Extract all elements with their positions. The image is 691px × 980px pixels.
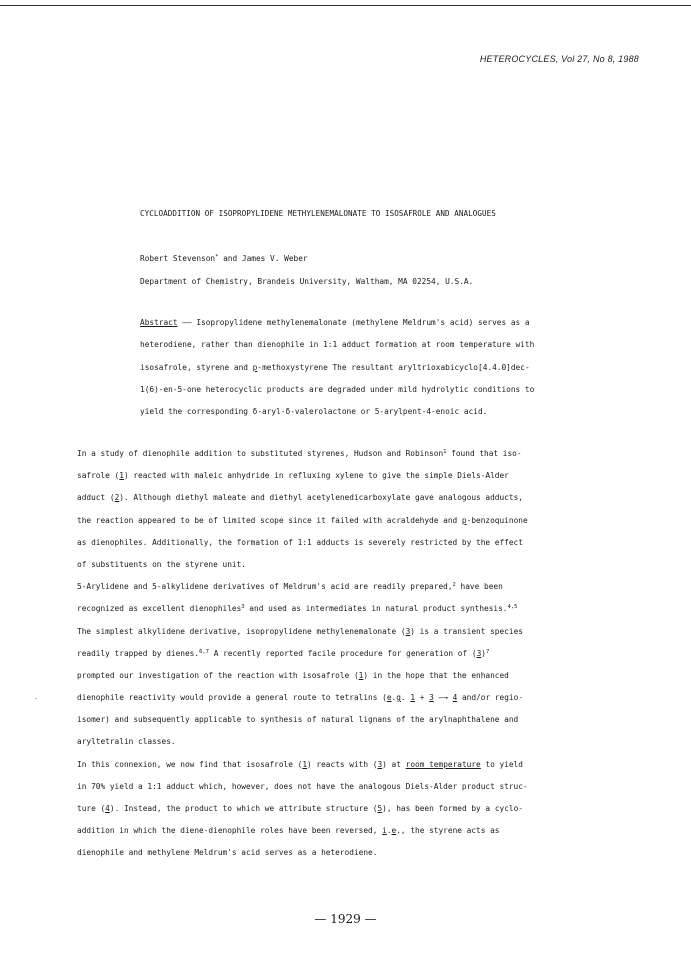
compound-ref: 3 (377, 759, 383, 769)
body-line: of substituents on the styrene unit. (77, 559, 246, 569)
body-line: adduct (2). Although diethyl maleate and diethyl acetylenedicarboxylate gave analogous adducts, (77, 493, 523, 503)
citation: 4,5 (507, 604, 518, 611)
page-number: — 1929 — (314, 912, 377, 926)
compound-ref: 4 (452, 693, 458, 703)
article-title: CYCLOADDITION OF ISOPROPYLIDENE METHYLENEMALONATE TO ISOSAFROLE AND ANALOGUES (140, 209, 496, 218)
abstract-line: yield the corresponding δ-aryl-δ-valerolactone or 5-arylpent-4-enoic acid. (140, 407, 488, 417)
author-2: and James V. Weber (218, 254, 308, 263)
abstract (140, 318, 620, 429)
author-1: Robert Stevenson (140, 254, 216, 263)
body-line: 5-Arylidene and 5-alkylidene derivatives of Meldrum's acid are readily prepared,$^2$ have been (77, 582, 503, 592)
emphasis: room temperature (405, 759, 481, 769)
body-line: addition in which the diene-dienophile roles have been reversed, i.e., the styrene acts as (77, 826, 500, 836)
body-text (77, 449, 637, 871)
abstract-line: 1(6)-en-5-one heterocyclic products are degraded under mild hydrolytic conditions to (140, 384, 535, 394)
abstract-line: heterodiene, rather than dienophile in 1:1 adduct formation at room temperature with (140, 340, 535, 350)
compound-ref: 1 (410, 693, 416, 703)
body-line: dienophile reactivity would provide a general route to tetralins (e.g. 1 + 3 —→ 4 and/or regio- (77, 693, 524, 703)
citation: 6,7 (199, 648, 209, 655)
body-line: ture (4). Instead, the product to which we attribute structure (5), has been formed by a cyclo- (77, 804, 523, 813)
author-line (140, 254, 308, 263)
body-line: as dienophiles. Additionally, the formation of 1:1 adducts is severely restricted by the effect (77, 537, 523, 547)
journal-header: HETEROCYCLES, Vol 27, No 8, 1988 (479, 54, 639, 64)
abstract-line: Abstract —— Isopropylidene methylenemalonate (methylene Meldrum's acid) serves as a (140, 318, 530, 327)
body-line: the reaction appeared to be of limited scope since it failed with acraldehyde and p-benzoquinone (77, 515, 528, 525)
body-line: recognized as excellent dienophiles$^3$ and used as intermediates in natural product synthesis.$^{4,5}$ (77, 604, 518, 614)
compound-ref: 3 (476, 648, 482, 658)
citation: 3 (241, 604, 245, 611)
body-line: In this connexion, we now find that isosafrole (1) reacts with (3) at room temperature to yield (77, 759, 523, 769)
compound-ref: 1 (358, 670, 364, 680)
compound-ref: 1 (302, 759, 308, 769)
compound-ref: 1 (119, 471, 124, 481)
compound-ref: 2 (114, 493, 120, 503)
citation: 7 (485, 648, 490, 655)
body-line: The simplest alkylidene derivative, isopropylidene methylenemalonate (3) is a transient species (77, 626, 523, 636)
compound-ref: 4 (105, 804, 110, 813)
corresponding-mark: * (215, 254, 219, 260)
compound-ref: 3 (405, 626, 411, 636)
compound-ref: 5 (377, 804, 383, 813)
body-line: prompted our investigation of the reaction with isosafrole (1) in the hope that the enhanced (77, 670, 509, 680)
body-line: safrole (1) reacted with maleic anhydride in refluxing xylene to give the simple Diels-Alder (77, 471, 509, 481)
abstract-line: isosafrole, styrene and p-methoxystyrene The resultant aryltrioxabicyclo[4.4.0]dec- (140, 362, 530, 372)
citation: 1 (443, 449, 447, 455)
compound-ref: 3 (429, 693, 434, 703)
body-line: aryltetralin classes. (77, 737, 176, 747)
citation: 2 (452, 582, 456, 589)
body-line: readily trapped by dienes.$^{6,7}$ A recently reported facile procedure for generation of $(3)^7$ (77, 648, 490, 658)
margin-mark: . (34, 693, 39, 701)
affiliation: Department of Chemistry, Brandeis University, Waltham, MA 02254, U.S.A. (140, 277, 474, 286)
body-line: dienophile and methylene Meldrum's acid serves as a heterodiene. (77, 848, 378, 858)
body-line: In a study of dienophile addition to substituted styrenes, Hudson and Robinson$^1$ found that iso- (77, 449, 522, 458)
body-line: isomer) and subsequently applicable to synthesis of natural lignans of the arylnaphthalene and (77, 715, 519, 725)
abstract-label: Abstract (140, 318, 178, 327)
body-line: in 70% yield a 1:1 adduct which, however, does not have the analogous Diels-Alder product struc- (77, 781, 528, 791)
top-rule (0, 5, 691, 6)
